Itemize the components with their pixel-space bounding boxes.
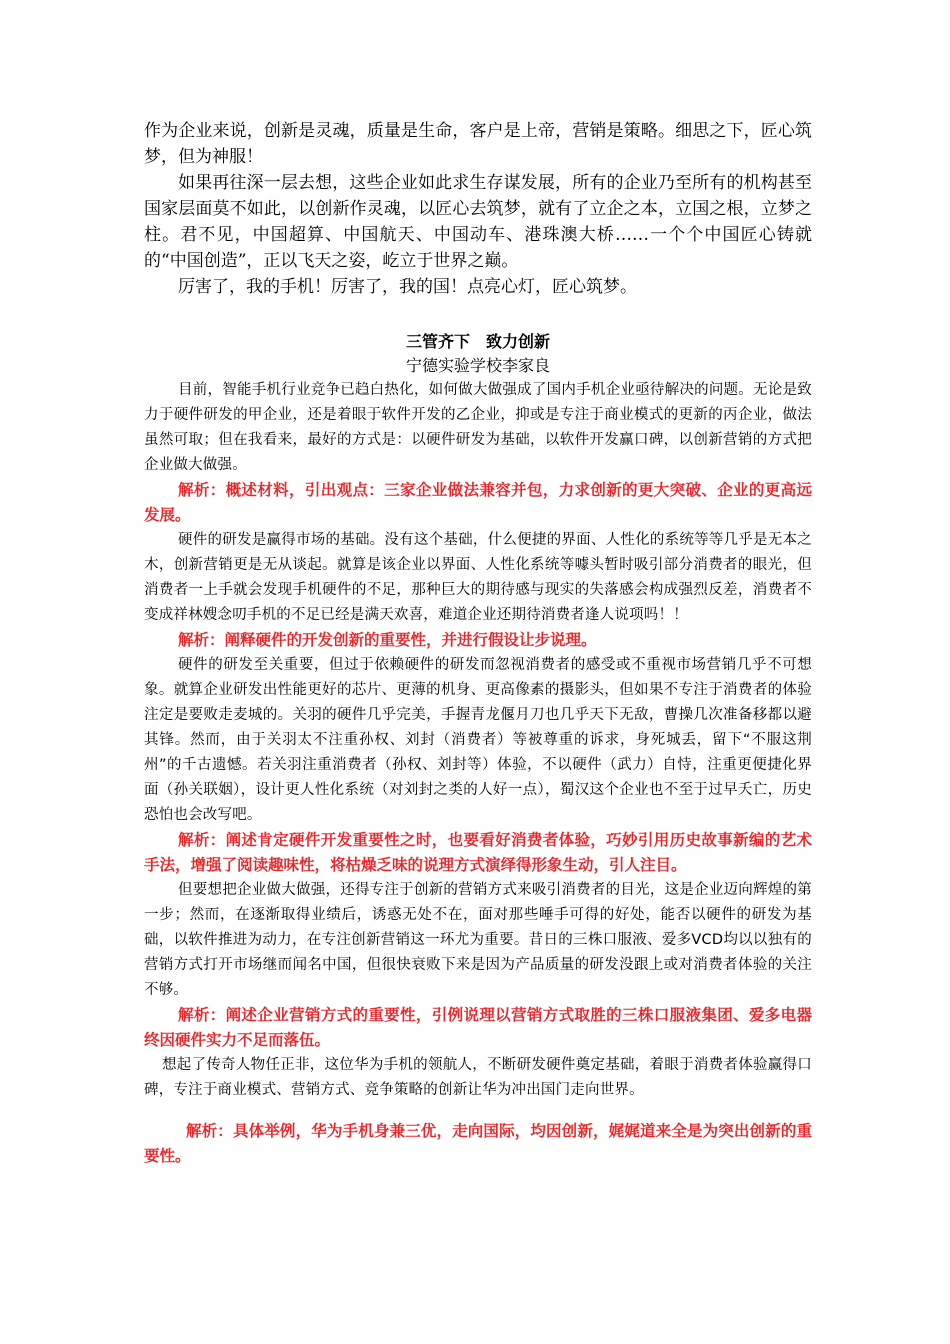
intro-paragraph-3: 厉害了，我的手机！厉害了，我的国！点亮心灯，匠心筑梦。	[178, 277, 637, 297]
analysis-note-5: 解析：具体举例，华为手机身兼三优，走向国际，均因创新，娓娓道来全是为突出创新的重要性。	[144, 1122, 812, 1165]
analysis-note-1: 解析：概述材料，引出观点：三家企业做法兼容并包，力求创新的更大突破、企业的更高远发展。	[144, 481, 812, 524]
intro-paragraph-2: 如果再往深一层去想，这些企业如此求生存谋发展，所有的企业乃至所有的机构甚至国家层面莫不如此，以创新作灵魂，以匠心去筑梦，就有了立企之本，立国之根，立梦之柱。君不见，中国超算、中国航天、中国动车、港珠澳大桥……一个个中国匠心铸就的“中国创造”，正以飞天之姿，屹立于世界之巅。	[144, 173, 812, 271]
essay-paragraph-4: 但要想把企业做大做强，还得专注于创新的营销方式来吸引消费者的目光，这是企业迈向辉煌的第一步；然而，在逐渐取得业绩后，诱惑无处不在，面对那些唾手可得的好处，能否以硬件的研发为基础，以软件推进为动力，在专注创新营销这一环尤为重要。昔日的三株口服液、爱多VCD均以以独有的营销方式打开市场继而闻名中国，但很快衰败下来是因为产品质量的研发没跟上或对消费者体验的关注不够。	[144, 882, 812, 998]
essay-author: 宁德实验学校李家良	[405, 356, 550, 375]
intro-paragraph-1: 作为企业来说，创新是灵魂，质量是生命，客户是上帝，营销是策略。细思之下，匠心筑梦，但为神服！	[144, 121, 812, 167]
essay-paragraph-2: 硬件的研发是赢得市场的基础。没有这个基础，什么便捷的界面、人性化的系统等等几乎是无本之木，创新营销更是无从谈起。就算是该企业以界面、人性化系统等噱头暂时吸引部分消费者的眼光，但消费者一上手就会发现手机硬件的不足，那种巨大的期待感与现实的失落感会构成强烈反差，消费者不变成祥林嫂念叨手机的不足已经是满天欢喜，难道企业还期待消费者逢人说项吗！！	[144, 532, 812, 623]
essay-paragraph-1: 目前，智能手机行业竞争已趋白热化，如何做大做强成了国内手机企业亟待解决的问题。无论是致力于硬件研发的甲企业，还是着眼于软件开发的乙企业，抑或是专注于商业模式的更新的丙企业，做法虽然可取；但在我看来，最好的方式是：以硬件研发为基础，以软件开发赢口碑，以创新营销的方式把企业做大做强。	[144, 382, 812, 473]
essay-paragraph-3: 硬件的研发至关重要，但过于依赖硬件的研发而忽视消费者的感受或不重视市场营销几乎不可想象。就算企业研发出性能更好的芯片、更薄的机身、更高像素的摄影头，但如果不专注于消费者的体验注定是要败走麦城的。关羽的硬件几乎完美，手握青龙偃月刀也几乎天下无敌，曹操几次准备移都以避其锋。然而，由于关羽太不注重孙权、刘封（消费者）等被尊重的诉求，身死城丢，留下“不服这荆州”的千古遗憾。若关羽注重消费者（孙权、刘封等）体验，不以硬件（武力）自恃，注重更便捷化界面（孙关联姻），设计更人性化系统（对刘封之类的人好一点），蜀汉这个企业也不至于过早夭亡，历史恐怕也会改写吧。	[144, 657, 812, 823]
analysis-note-3: 解析：阐述肯定硬件开发重要性之时，也要看好消费者体验，巧妙引用历史故事新编的艺术手法，增强了阅读趣味性，将枯燥乏味的说理方式演绎得形象生动，引人注目。	[144, 831, 812, 874]
analysis-note-4: 解析：阐述企业营销方式的重要性，引例说理以营销方式取胜的三株口服液集团、爱多电器终因硬件实力不足而落伍。	[144, 1006, 812, 1049]
analysis-note-2: 解析：阐释硬件的开发创新的重要性，并进行假设让步说理。	[178, 631, 597, 649]
essay-paragraph-5: 想起了传奇人物任正非，这位华为手机的领航人，不断研发硬件奠定基础，着眼于消费者体验赢得口碑，专注于商业模式、营销方式、竞争策略的创新让华为冲出国门走向世界。	[144, 1057, 812, 1098]
document-page	[144, 118, 812, 1169]
essay-title: 三管齐下 致力创新	[405, 332, 550, 351]
